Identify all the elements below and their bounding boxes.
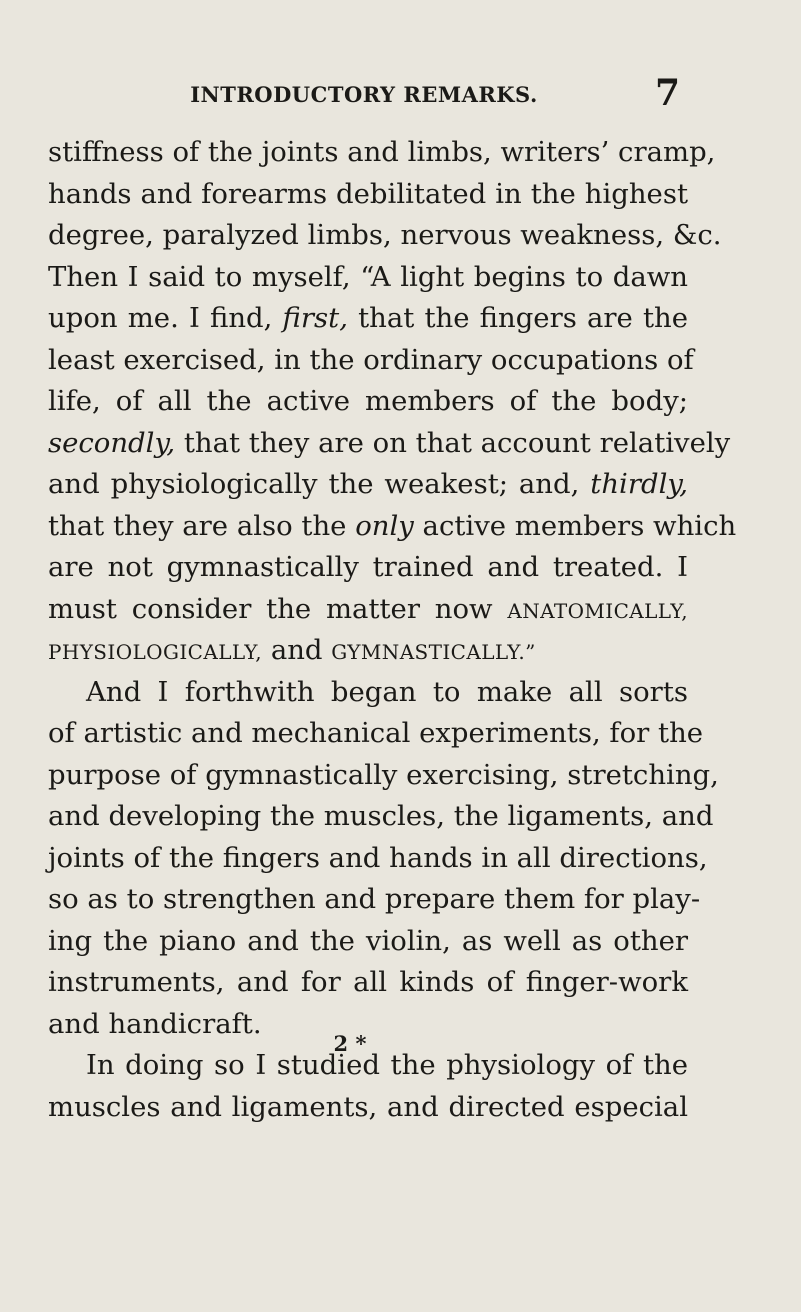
text-line: least exercised, in the ordinary occupations of [48,343,694,376]
text-line: so as to strengthen and prepare them for play- [48,883,701,915]
text-run: that they are also the [48,509,356,542]
small-caps-run: ANATOMICALLY, [507,598,688,623]
text-run: active members which [413,509,737,542]
text-line: and developing the muscles, the ligaments, and [48,800,714,832]
text-line: stiffness of the joints and limbs, writers’ cramp, [48,136,716,168]
italic-run: secondly, [48,426,176,459]
text-line: and handicraft. [48,1007,262,1040]
text-line [48,423,731,465]
text-line: are not gymnastically trained and treated. I [48,551,688,583]
text-line: muscles and ligaments, and directed especial [48,1090,688,1123]
text-line [48,630,688,672]
text-run: upon me. I find, [48,302,283,334]
text-run: and [262,634,332,666]
text-line: Then I said to myself, “A light begins to dawn [48,260,688,293]
text-line [48,464,688,506]
text-line: of artistic and mechanical experiments, for the [48,717,704,749]
page-header [48,72,680,116]
small-caps-run: PHYSIOLOGICALLY, [48,640,263,664]
text-line: instruments, and for all kinds of finger-work [48,966,688,998]
text-line: ing the piano and the violin, as well as other [48,924,688,957]
text-run: must consider the matter now [48,592,508,625]
text-line [48,506,737,548]
running-head: INTRODUCTORY REMARKS. [190,82,538,107]
text-line [48,589,688,631]
text-run: and physiologically the weakest; and, [48,468,591,500]
italic-run: only [355,509,414,542]
body-text [48,132,737,1128]
italic-run: thirdly, [590,468,688,500]
small-caps-run: GYMNASTICALLY.” [331,640,536,664]
text-line: hands and forearms debilitated in the highest [48,177,688,210]
text-line: In doing so I studied the physiology of the [86,1049,688,1081]
text-line: joints of the fingers and hands in all directions, [48,841,708,874]
text-line: life, of all the active members of the body; [48,385,688,417]
text-line: purpose of gymnastically exercising, stretching, [48,758,719,791]
text-line [48,298,688,340]
text-line: degree, paralyzed limbs, nervous weakness, &c. [48,219,722,251]
signature-mark: 2 * [333,1031,367,1056]
italic-run: first, [282,302,348,334]
text-line: And I forthwith began to make all sorts [86,675,688,708]
text-run: that the fingers are the [347,302,688,334]
page-number: 7 [654,72,680,114]
text-run: that they are on that account relatively [175,426,731,459]
